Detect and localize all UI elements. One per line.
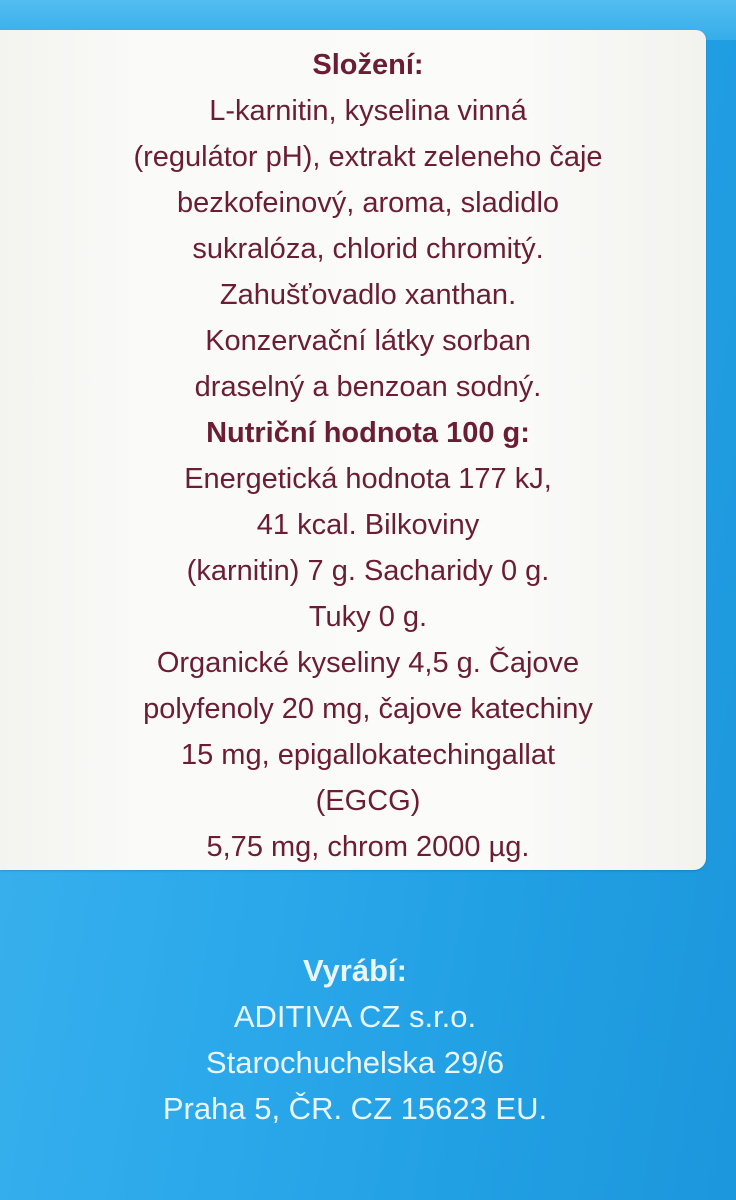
composition-heading: Složení: [312, 49, 424, 81]
composition-line: bezkofeinový, aroma, sladidlo [176, 187, 560, 219]
composition-line: (regulátor pH), extrakt zeleneho čaje [133, 141, 603, 173]
composition-line: sukralóza, chlorid chromitý. [192, 233, 544, 265]
nutrition-line: 15 mg, epigallokatechingallat [180, 739, 556, 771]
nutrition-line: 41 kcal. Bilkoviny [256, 509, 480, 541]
manufacturer-street: Starochuchelska 29/6 [205, 1045, 505, 1080]
manufacturer-city: Praha 5, ČR. CZ 15623 EU. [162, 1091, 548, 1126]
composition-line: L-karnitin, kyselina vinná [209, 95, 527, 127]
manufacturer-block [5, 948, 705, 1132]
manufacturer-heading: Vyrábí: [303, 953, 407, 988]
nutrition-line: Organické kyseliny 4,5 g. Čajove [156, 647, 580, 679]
nutrition-heading: Nutriční hodnota 100 g: [206, 417, 530, 449]
nutrition-line: 5,75 mg, chrom 2000 µg. [206, 831, 530, 863]
composition-line: Konzervační látky sorban [205, 325, 531, 357]
composition-line: Zahušťovadlo xanthan. [219, 279, 517, 311]
manufacturer-name: ADITIVA CZ s.r.o. [233, 999, 477, 1034]
nutrition-line: Tuky 0 g. [308, 601, 428, 633]
nutrition-line: Energetická hodnota 177 kJ, [184, 463, 552, 495]
composition-line: draselný a benzoan sodný. [194, 371, 542, 403]
nutrition-line: polyfenoly 20 mg, čajove katechiny [143, 693, 593, 725]
nutrition-line: (karnitin) 7 g. Sacharidy 0 g. [186, 555, 550, 587]
nutrition-line: (EGCG) [315, 785, 421, 817]
label-text-block [15, 42, 721, 870]
